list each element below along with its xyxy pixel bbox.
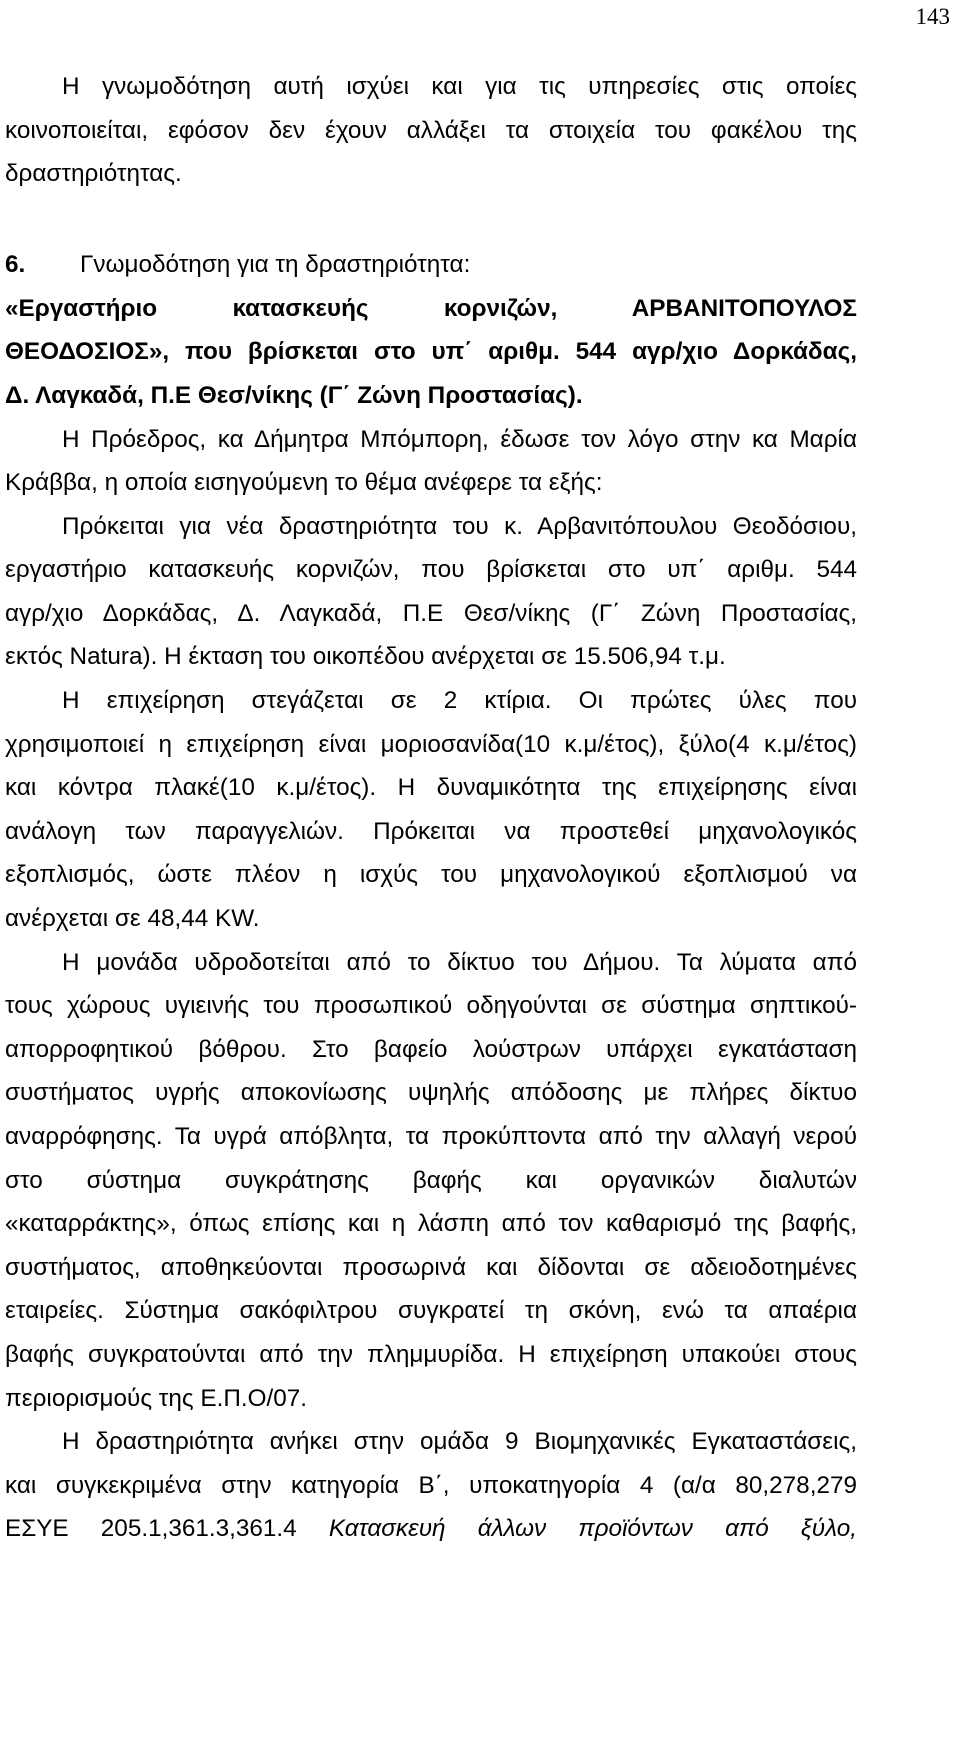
body-line: Κράββα, η οποία εισηγούμενη το θέμα ανέφερε τα εξής: (5, 469, 603, 496)
body-line: «καταρράκτης», όπως επίσης και η λάσπη από τον καθαρισμό της βαφής, (5, 1210, 857, 1237)
body-line: και συγκεκριμένα στην κατηγορία Β΄, υποκατηγορία 4 (α/α 80,278,279 (5, 1472, 857, 1499)
page-number: 143 (915, 4, 950, 29)
body-line: αγρ/χιο Δορκάδας, Δ. Λαγκαδά, Π.Ε Θεσ/νίκης (Γ΄ Ζώνη Προστασίας, (5, 600, 857, 627)
body-line: απορροφητικού βόθρου. Στο βαφείο λούστρων υπάρχει εγκατάσταση (5, 1036, 857, 1063)
body-line: και κόντρα πλακέ(10 κ.μ/έτος). Η δυναμικότητα της επιχείρησης είναι (5, 774, 857, 801)
body-line: αναρρόφησης. Τα υγρά απόβλητα, τα προκύπτοντα από την αλλαγή νερού (5, 1123, 857, 1150)
body-line: συστήματος, αποθηκεύονται προσωρινά και δίδονται σε αδειοδοτημένες (5, 1254, 857, 1281)
body-line: χρησιμοποιεί η επιχείρηση είναι μοριοσανίδα(10 κ.μ/έτος), ξύλο(4 κ.μ/έτος) (5, 731, 857, 758)
body-line: εκτός Natura). Η έκταση του οικοπέδου ανέρχεται σε 15.506,94 τ.μ. (5, 643, 726, 670)
activity-title-italic: Κατασκευή άλλων προϊόντων από ξύλο, (328, 1515, 857, 1542)
section-heading: ΘΕΟΔΟΣΙΟΣ», που βρίσκεται στο υπ΄ αριθμ. 544 αγρ/χιο Δορκάδας, (5, 338, 857, 365)
section-number: 6. (5, 251, 26, 278)
body-line: Η δραστηριότητα ανήκει στην ομάδα 9 Βιομηχανικές Εγκαταστάσεις, (62, 1428, 857, 1455)
body-line: βαφής συγκρατούνται από την πλημμυρίδα. Η επιχείρηση υπακούει στους (5, 1341, 857, 1368)
body-line: εξοπλισμός, ώστε πλέον η ισχύς του μηχανολογικού εξοπλισμού να (5, 861, 857, 888)
body-line: συστήματος υγρής αποκονίωσης υψηλής απόδοσης με πλήρες δίκτυο (5, 1079, 857, 1106)
body-line: τους χώρους υγιεινής του προσωπικού οδηγούνται σε σύστημα σηπτικού- (5, 992, 857, 1019)
body-line: Η μονάδα υδροδοτείται από το δίκτυο του Δήμου. Τα λύματα από (62, 949, 857, 976)
body-line: εταιρείες. Σύστημα σακόφιλτρου συγκρατεί τη σκόνη, ενώ τα απαέρια (5, 1297, 857, 1324)
section-heading: Δ. Λαγκαδά, Π.Ε Θεσ/νίκης (Γ΄ Ζώνη Προστασίας). (5, 382, 583, 409)
code-text: ΕΣΥΕ 205.1,361.3,361.4 (5, 1515, 329, 1542)
body-line: ανάλογη των παραγγελιών. Πρόκειται να προστεθεί μηχανολογικός (5, 818, 857, 845)
body-line: περιορισμούς της Ε.Π.Ο/07. (5, 1385, 308, 1412)
body-line: Η Πρόεδρος, κα Δήμητρα Μπόμπορη, έδωσε τον λόγο στην κα Μαρία (62, 426, 857, 453)
section-heading-lead: Γνωμοδότηση για τη δραστηριότητα: (80, 251, 471, 278)
body-line: εργαστήριο κατασκευής κορνιζών, που βρίσκεται στο υπ΄ αριθμ. 544 (5, 556, 857, 583)
body-line: Πρόκειται για νέα δραστηριότητα του κ. Αρβανιτόπουλου Θεοδόσιου, (62, 513, 857, 540)
intro-line: κοινοποιείται, εφόσον δεν έχουν αλλάξει τα στοιχεία του φακέλου της (5, 117, 857, 144)
intro-line: δραστηριότητας. (5, 160, 182, 187)
body-line: ανέρχεται σε 48,44 KW. (5, 905, 260, 932)
intro-line: Η γνωμοδότηση αυτή ισχύει και για τις υπηρεσίες στις οποίες (62, 73, 857, 100)
body-line: στο σύστημα συγκράτησης βαφής και οργανικών διαλυτών (5, 1167, 857, 1194)
body-line-mixed (5, 1514, 857, 1544)
section-heading: «Εργαστήριο κατασκευής κορνιζών, ΑΡΒΑΝΙΤΟΠΟΥΛΟΣ (5, 295, 857, 322)
body-line: Η επιχείρηση στεγάζεται σε 2 κτίρια. Οι πρώτες ύλες που (62, 687, 857, 714)
